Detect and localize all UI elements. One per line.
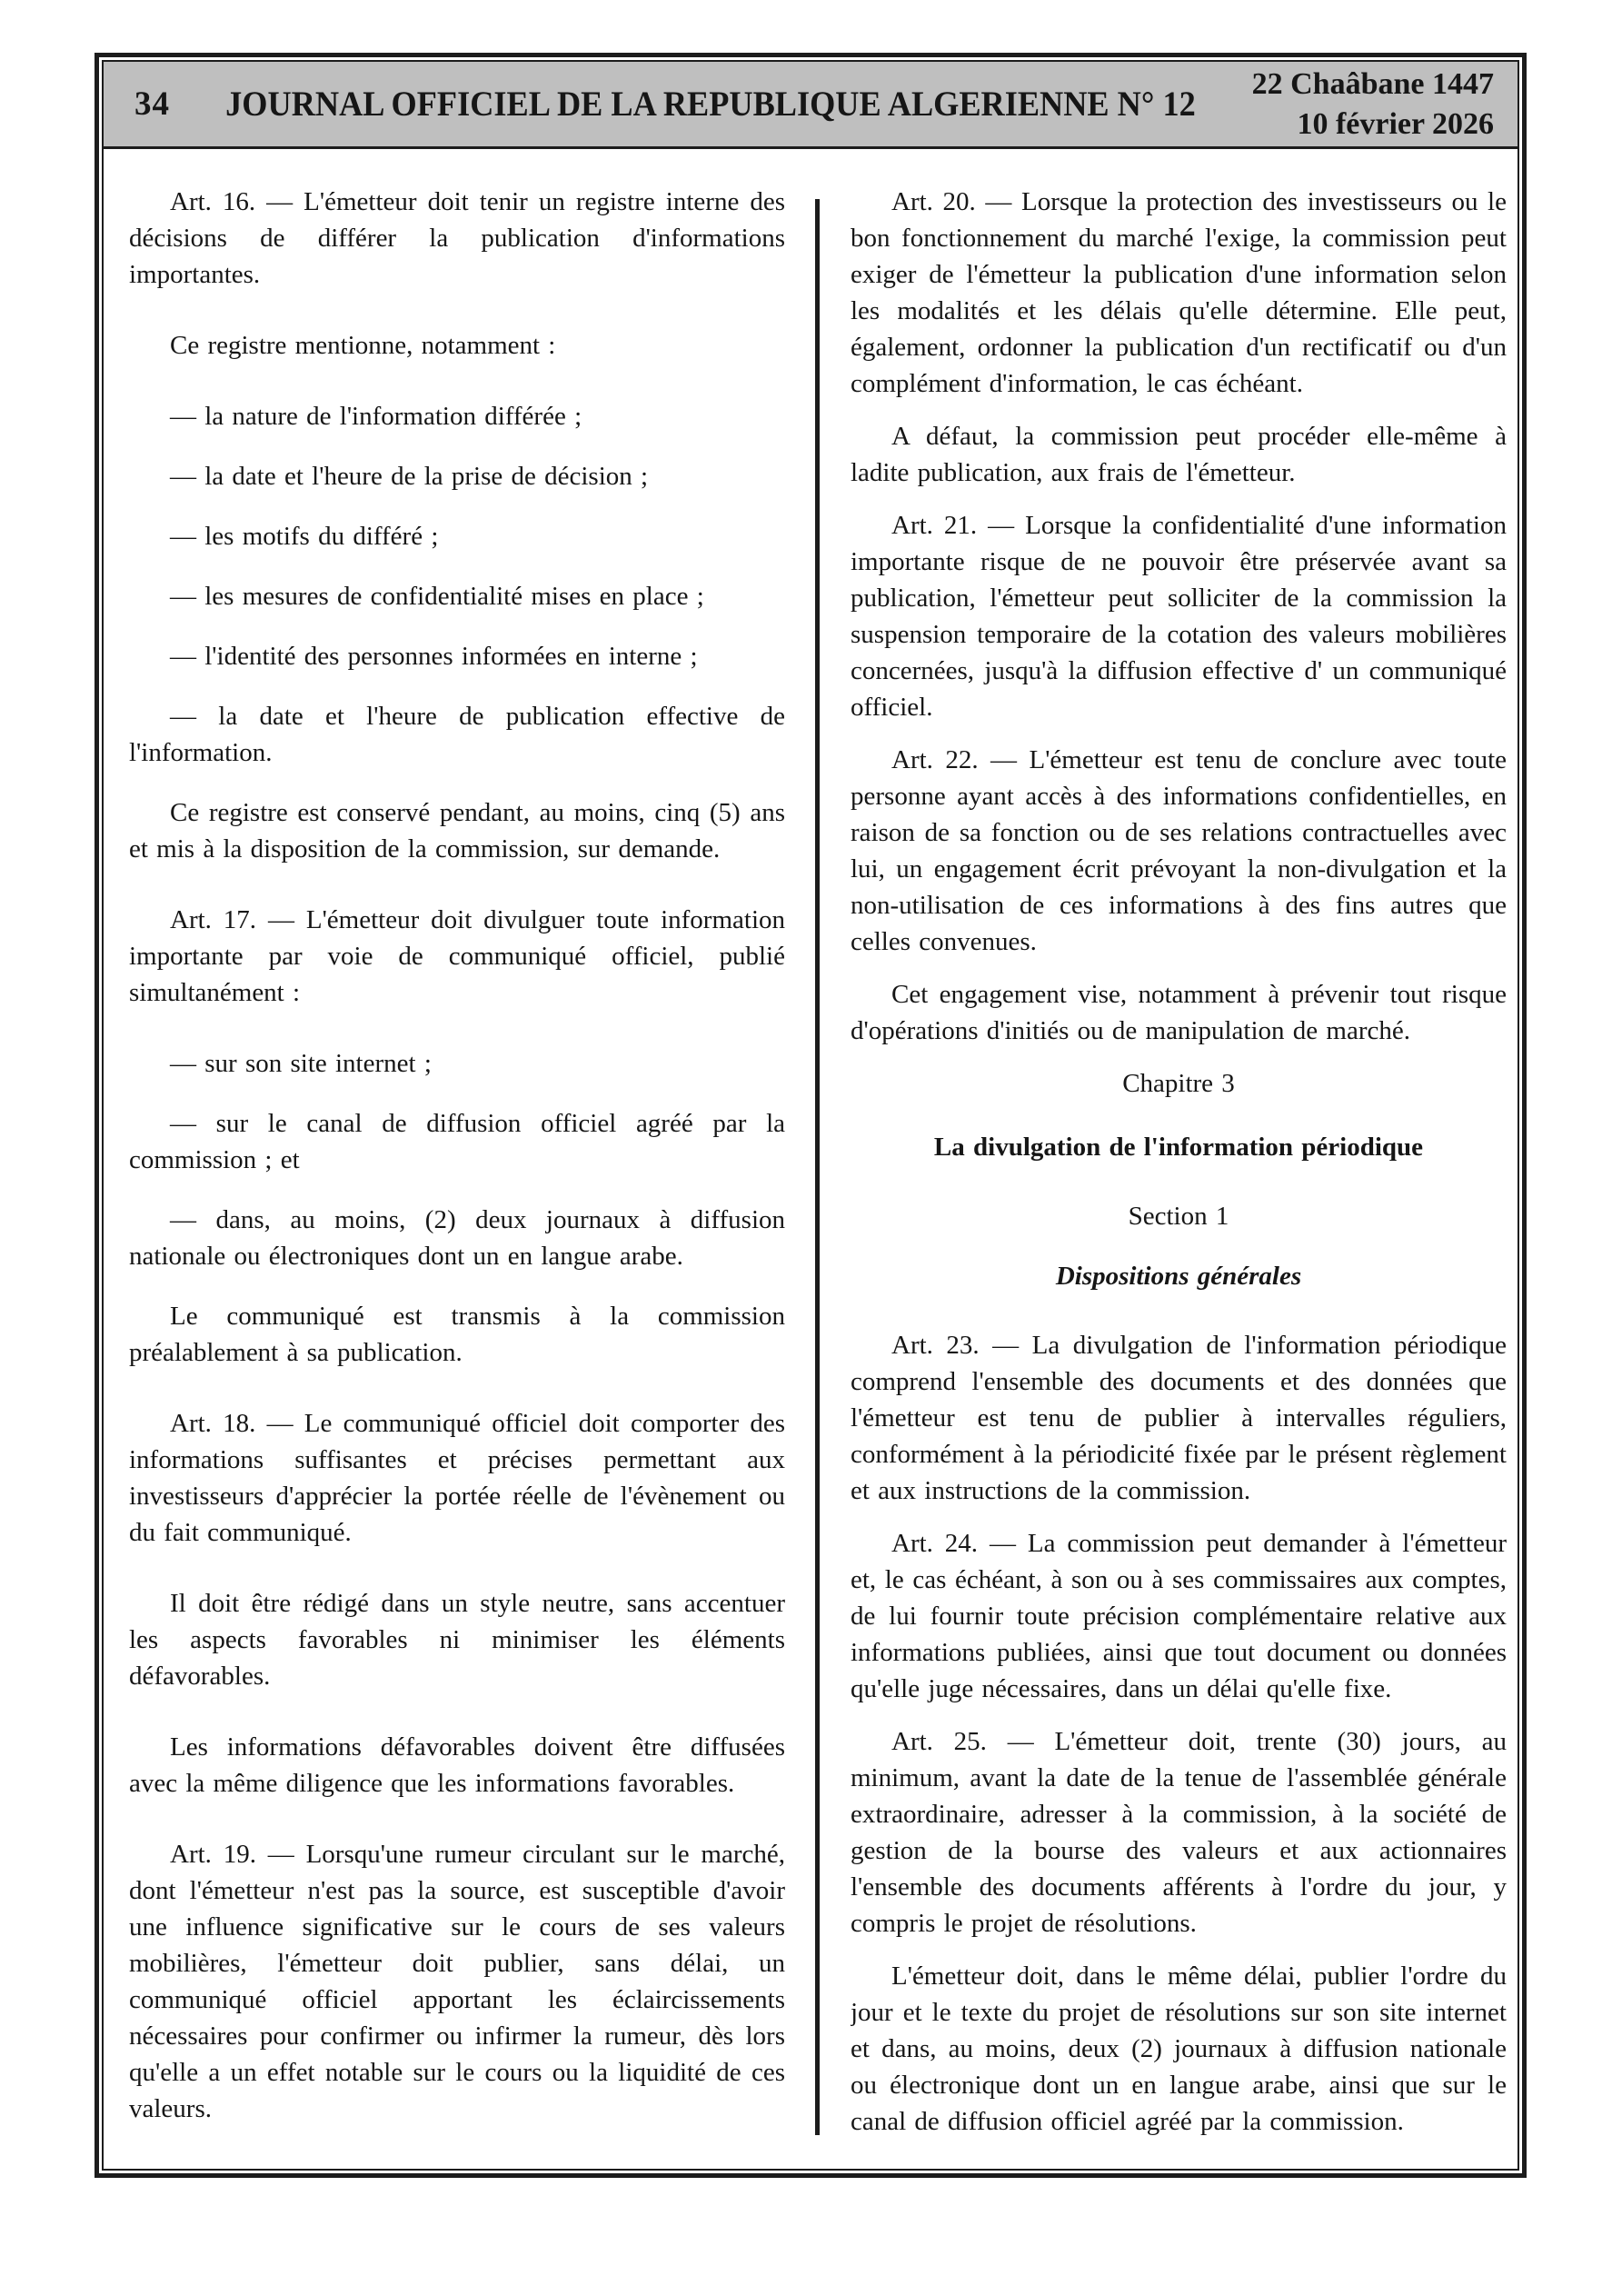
paragraph: Art. 22. — L'émetteur est tenu de conclure avec toute personne ayant accès à des informations confidentielles, en raison de sa fonction ou de ses relations contractuelles avec lui, un engagement écrit prévoyant la non-divulgation et la non-utilisation de ces informations à des fins autres que celles convenues. bbox=[851, 745, 1507, 956]
paragraph: Art. 17. — L'émetteur doit divulguer toute information importante par voie de communiqué officiel, publié simultanément : bbox=[129, 905, 785, 1007]
right-column bbox=[851, 184, 1507, 2156]
list-item: — la date et l'heure de publication effective de l'information. bbox=[129, 702, 785, 767]
date-hijri: 22 Chaâbane 1447 bbox=[1251, 66, 1494, 101]
paragraph: Art. 21. — Lorsque la confidentialité d'une information importante risque de ne pouvoir être préservée avant sa publication, l'émetteur peut solliciter de la commission la suspension temporaire de la cotation des valeurs mobilières concernées, jusqu'à la diffusion effective d' un communiqué officiel. bbox=[851, 511, 1507, 722]
paragraph: Les informations défavorables doivent être diffusées avec la même diligence que les informations favorables. bbox=[129, 1732, 785, 1798]
section-title: Dispositions générales bbox=[1055, 1262, 1302, 1291]
list-item: — la nature de l'information différée ; bbox=[170, 402, 582, 431]
paragraph: L'émetteur doit, dans le même délai, publier l'ordre du jour et le texte du projet de résolutions sur son site internet et dans, au moins, deux (2) journaux à diffusion nationale ou électronique dont un en langue arabe, ainsi que sur le canal de diffusion officiel agréé par la commission. bbox=[851, 1962, 1507, 2136]
list-item: — sur son site internet ; bbox=[170, 1049, 432, 1078]
column-divider-rule bbox=[815, 199, 820, 2135]
paragraph: Art. 23. — La divulgation de l'information périodique comprend l'ensemble des documents et des données que l'émetteur est tenu de publier à intervalles réguliers, conformément à la périodicité fixée par le présent règlement et aux instructions de la commission. bbox=[851, 1331, 1507, 1505]
paragraph: Ce registre est conservé pendant, au moins, cinq (5) ans et mis à la disposition de la commission, sur demande. bbox=[129, 798, 785, 863]
list-item: — dans, au moins, (2) deux journaux à diffusion nationale ou électroniques dont un en langue arabe. bbox=[129, 1205, 785, 1271]
left-column bbox=[129, 184, 785, 2156]
paragraph: A défaut, la commission peut procéder elle-même à ladite publication, aux frais de l'émetteur. bbox=[851, 422, 1507, 487]
journal-title-text: JOURNAL OFFICIEL DE LA REPUBLIQUE ALGERIENNE N° 12 bbox=[225, 85, 1197, 124]
chapter-number: Chapitre 3 bbox=[1122, 1069, 1235, 1098]
paragraph: Art. 18. — Le communiqué officiel doit comporter des informations suffisantes et précises permettant aux investisseurs d'apprécier la portée réelle de l'évènement ou du fait communiqué. bbox=[129, 1409, 785, 1547]
paragraph: Le communiqué est transmis à la commission préalablement à sa publication. bbox=[129, 1302, 785, 1367]
journal-title bbox=[170, 84, 1252, 125]
list-item: — l'identité des personnes informées en interne ; bbox=[170, 642, 698, 671]
page-frame-outer bbox=[95, 53, 1527, 2178]
page-frame-inner bbox=[102, 60, 1519, 2171]
date-gregorian: 10 février 2026 bbox=[1297, 106, 1494, 141]
header-dates bbox=[1252, 65, 1518, 145]
paragraph: Art. 25. — L'émetteur doit, trente (30) jours, au minimum, avant la date de la tenue de l'assemblée générale extraordinaire, adresser à la commission, à la société de gestion de la bourse des valeurs et aux actionnaires l'ensemble des documents afférents à l'ordre du jour, y compris le projet de résolutions. bbox=[851, 1727, 1507, 1938]
page-body bbox=[104, 149, 1518, 2169]
paragraph: Art. 16. — L'émetteur doit tenir un registre interne des décisions de différer la publication d'informations importantes. bbox=[129, 187, 785, 289]
paragraph: Ce registre mentionne, notamment : bbox=[170, 331, 556, 360]
paragraph: Art. 19. — Lorsqu'une rumeur circulant sur le marché, dont l'émetteur n'est pas la source, est susceptible d'avoir une influence significative sur le cours de ses valeurs mobilières, l'émetteur doit publier, sans délai, un communiqué officiel apportant les éclaircissements nécessaires pour confirmer ou infirmer la rumeur, dès lors qu'elle a un effet notable sur le cours ou la liquidité de ces valeurs. bbox=[129, 1840, 785, 2123]
page-number: 34 bbox=[134, 85, 170, 123]
paragraph: Art. 24. — La commission peut demander à l'émetteur et, le cas échéant, à son ou à ses commissaires aux comptes, de lui fournir toute précision complémentaire relative aux informations publiées, ainsi que tout document ou données qu'elle juge nécessaires, dans un délai qu'elle fixe. bbox=[851, 1529, 1507, 1703]
list-item: — les motifs du différé ; bbox=[170, 522, 439, 551]
list-item: — la date et l'heure de la prise de décision ; bbox=[170, 462, 649, 491]
list-item: — les mesures de confidentialité mises en place ; bbox=[170, 582, 704, 611]
chapter-title: La divulgation de l'information périodique bbox=[933, 1133, 1424, 1162]
paragraph: Il doit être rédigé dans un style neutre, sans accentuer les aspects favorables ni minimiser les éléments défavorables. bbox=[129, 1589, 785, 1691]
list-item: — sur le canal de diffusion officiel agréé par la commission ; et bbox=[129, 1109, 785, 1174]
header-band bbox=[104, 62, 1518, 149]
section-number: Section 1 bbox=[1128, 1202, 1229, 1231]
paragraph: Cet engagement vise, notamment à prévenir tout risque d'opérations d'initiés ou de manipulation de marché. bbox=[851, 980, 1507, 1045]
paragraph: Art. 20. — Lorsque la protection des investisseurs ou le bon fonctionnement du marché l'exige, la commission peut exiger de l'émetteur la publication d'une information selon les modalités et les délais qu'elle détermine. Elle peut, également, ordonner la publication d'un rectificatif ou d'un complément d'information, le cas échéant. bbox=[851, 187, 1507, 398]
